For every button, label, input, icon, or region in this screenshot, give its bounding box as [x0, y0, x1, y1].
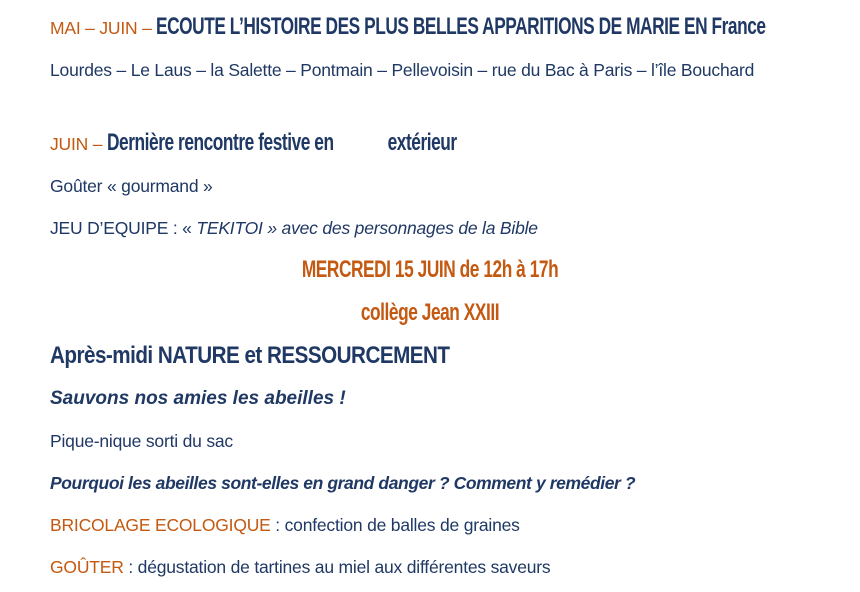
juin-title-part1: Dernière rencontre festive en [106, 129, 334, 156]
afternoon-header: Après-midi NATURE et RESSOURCEMENT [50, 342, 450, 369]
event-datetime: MERCREDI 15 JUIN de 12h à 17h [301, 256, 559, 283]
blank-line [50, 101, 860, 132]
juin-title [106, 129, 457, 156]
bees-slogan-line: Sauvons nos amies les abeilles ! [50, 388, 346, 409]
bricolage-line [50, 514, 860, 536]
juin-prefix: JUIN – [50, 134, 107, 154]
picnic-line: Pique-nique sorti du sac [50, 431, 233, 451]
mai-juin-prefix: MAI – JUIN – [50, 18, 157, 38]
jeu-equipe-italic: TEKITOI » avec des personnages de la Bible [196, 218, 538, 238]
bricolage-rest: : confection de balles de graines [270, 515, 520, 535]
gouter-label: GOÛTER [50, 557, 124, 577]
event-datetime-line [50, 256, 810, 283]
juin-title-part2: extérieur [387, 129, 457, 156]
gouter-rest: : dégustation de tartines au miel aux différentes saveurs [123, 557, 551, 577]
jeu-equipe-lead: JEU D’EQUIPE : « [50, 218, 197, 238]
event-location: collège Jean XXIII [360, 299, 500, 326]
gouter-gourmand-line: Goûter « gourmand » [50, 176, 213, 196]
gouter-line [50, 556, 860, 578]
bricolage-label: BRICOLAGE ECOLOGIQUE [50, 515, 271, 535]
header-mai-juin [50, 13, 860, 40]
header-juin [50, 129, 860, 156]
apparition-places-line: Lourdes – Le Laus – la Salette – Pontmain – Pellevoisin – rue du Bac à Paris – l’île Bouchard [50, 60, 755, 80]
event-location-line [50, 299, 810, 326]
afternoon-header-line [50, 342, 860, 369]
mai-juin-title: ECOUTE L’HISTOIRE DES PLUS BELLES APPARITIONS DE MARIE EN France [156, 13, 766, 40]
bees-question-line: Pourquoi les abeilles sont-elles en grand danger ? Comment y remédier ? [50, 473, 636, 493]
jeu-equipe-line [50, 217, 860, 239]
